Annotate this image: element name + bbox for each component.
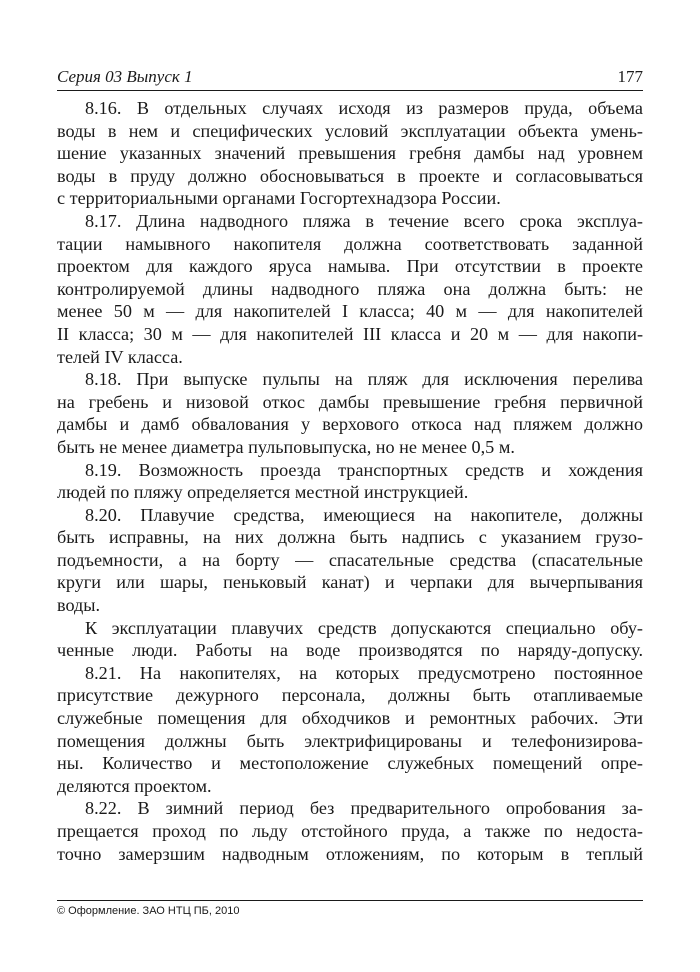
text-line: на гребень и низовой откос дамбы превышение гребня первичной [57,391,643,412]
page-number: 177 [617,67,643,86]
text-line: 8.16. В отдельных случаях исходя из размеров пруда, объема [85,98,643,118]
body-text [57,97,643,865]
text-line: быть исправны, на них должна быть надпись с указанием грузо- [57,527,643,548]
text-line: контролируемой длины надводного пляжа она должна быть: не [57,278,643,299]
text-line: 8.17. Длина надводного пляжа в течение всего срока эксплуа- [85,210,643,231]
text-line: проектом для каждого яруса намыва. При отсутствии в проекте [57,256,643,277]
text-line: подъемности, а на борту — спасательные средства (спасательные [57,549,643,570]
text-line: воды в пруду должно обосновываться в проекте и согласовываться [57,165,643,186]
text-line: менее 50 м — для накопителей I класса; 40 м — для накопителей [57,301,643,322]
text-line: 8.18. При выпуске пульпы на пляж для исключения перелива [85,369,643,390]
text-line: прещается проход по льду отстойного пруда, а также по недоста- [57,821,643,841]
text-line: присутствие дежурного персонала, должны быть отапливаемые [57,685,643,706]
text-line: К эксплуатации плавучих средств допускаются специально обу- [85,617,643,638]
text-line: шение указанных значений превышения гребня дамбы над уровнем [57,143,643,164]
text-line: точно замерзшим надводным отложениям, по которым в теплый [57,843,643,864]
text-line: 8.20. Плавучие средства, имеющиеся на накопителе, должны [85,504,643,525]
text-line: тации намывного накопителя должна соответствовать заданной [57,233,643,254]
footer [57,900,643,918]
text-line: круги или шары, пеньковый канат) и черпаки для вычерпывания [57,572,643,593]
text-line: телей IV класса. [57,346,183,367]
text-line: 8.22. В зимний период без предварительного опробования за- [85,798,643,819]
text-line: деляются проектом. [57,775,212,796]
text-line: с территориальными органами Госгортехнадзора России. [57,188,501,209]
text-line: помещения должны быть электрифицированы и телефонизирова- [57,730,643,751]
text-line: II класса; 30 м — для накопителей III класса и 20 м — для накопи- [57,323,643,344]
text-line: служебные помещения для обходчиков и ремонтных рабочих. Эти [57,708,643,729]
text-line: быть не менее диаметра пульповыпуска, но не менее 0,5 м. [57,436,515,457]
text-line: 8.19. Возможность проезда транспортных средств и хождения [85,459,643,480]
text-line: дамбы и дамб обвалования у верхового откоса над пляжем должно [57,414,643,435]
text-line: ченные люди. Работы на воде производятся по наряду-допуску. [57,640,643,661]
text-line: воды. [57,595,101,616]
text-line: людей по пляжу определяется местной инструкцией. [57,482,469,503]
series-title: Серия 03 Выпуск 1 [57,67,193,86]
running-header [57,66,643,91]
text-line: 8.21. На накопителях, на которых предусмотрено постоянное [85,662,643,683]
copyright-notice: © Оформление. ЗАО НТЦ ПБ, 2010 [57,905,240,917]
text-line: воды в нем и специфических условий эксплуатации объекта умень- [57,120,643,141]
text-line: ны. Количество и местоположение служебных помещений опре- [57,753,643,774]
